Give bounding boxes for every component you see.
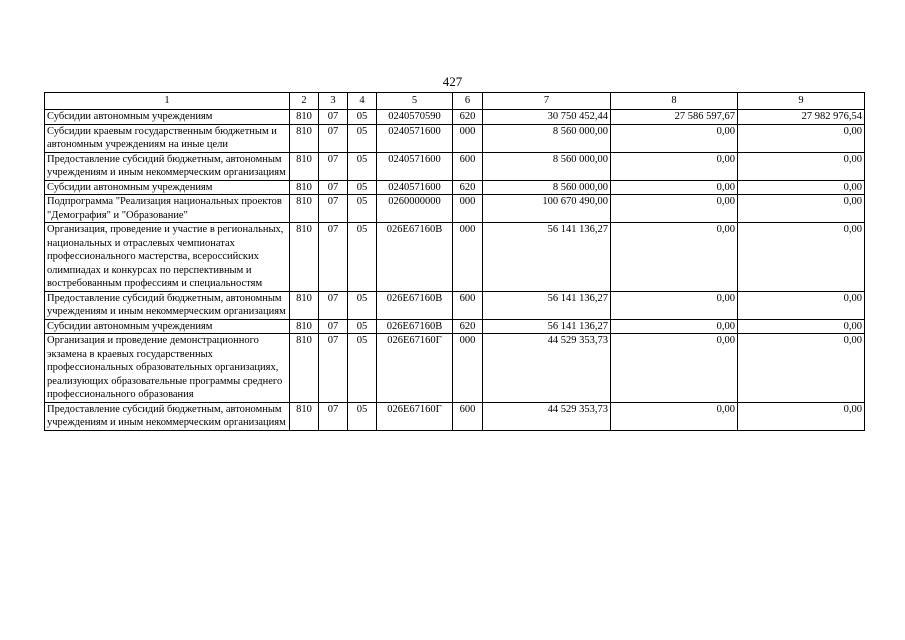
amount-year3-cell: 0,00 (738, 291, 865, 319)
amount-year3-cell: 0,00 (738, 195, 865, 223)
column-header-9: 9 (738, 93, 865, 110)
amount-year2-cell: 0,00 (611, 180, 738, 195)
amount-year3-cell: 0,00 (738, 402, 865, 430)
subsection-cell: 05 (348, 291, 377, 319)
admin-code-cell: 810 (290, 180, 319, 195)
expense-type-cell: 000 (453, 334, 483, 403)
amount-year3-cell: 27 982 976,54 (738, 110, 865, 125)
row-name-cell: Субсидии автономным учреждениям (45, 110, 290, 125)
admin-code-cell: 810 (290, 402, 319, 430)
table-row (45, 152, 865, 180)
subsection-cell: 05 (348, 195, 377, 223)
target-article-cell: 0260000000 (377, 195, 453, 223)
amount-year1-cell: 30 750 452,44 (483, 110, 611, 125)
column-header-1: 1 (45, 93, 290, 110)
amount-year2-cell: 0,00 (611, 152, 738, 180)
amount-year1-cell: 100 670 490,00 (483, 195, 611, 223)
section-cell: 07 (319, 319, 348, 334)
amount-year2-cell: 0,00 (611, 124, 738, 152)
subsection-cell: 05 (348, 402, 377, 430)
table-row (45, 319, 865, 334)
table-row (45, 180, 865, 195)
amount-year1-cell: 8 560 000,00 (483, 180, 611, 195)
subsection-cell: 05 (348, 124, 377, 152)
column-header-3: 3 (319, 93, 348, 110)
amount-year1-cell: 44 529 353,73 (483, 402, 611, 430)
row-name-cell: Предоставление субсидий бюджетным, автономным учреждениям и иным некоммерческим организациям (45, 291, 290, 319)
amount-year1-cell: 56 141 136,27 (483, 223, 611, 292)
target-article-cell: 026E67160Г (377, 334, 453, 403)
row-name-cell: Предоставление субсидий бюджетным, автономным учреждениям и иным некоммерческим организациям (45, 152, 290, 180)
page-number: 427 (442, 74, 463, 89)
row-name-cell: Субсидии краевым государственным бюджетным и автономным учреждениям на иные цели (45, 124, 290, 152)
section-cell: 07 (319, 223, 348, 292)
expense-type-cell: 000 (453, 223, 483, 292)
table-row (45, 291, 865, 319)
admin-code-cell: 810 (290, 291, 319, 319)
subsection-cell: 05 (348, 180, 377, 195)
row-name-cell: Субсидии автономным учреждениям (45, 319, 290, 334)
amount-year2-cell: 27 586 597,67 (611, 110, 738, 125)
column-header-8: 8 (611, 93, 738, 110)
table-header-row (45, 93, 865, 110)
target-article-cell: 0240571600 (377, 124, 453, 152)
amount-year3-cell: 0,00 (738, 180, 865, 195)
amount-year3-cell: 0,00 (738, 319, 865, 334)
column-header-5: 5 (377, 93, 453, 110)
amount-year1-cell: 56 141 136,27 (483, 319, 611, 334)
amount-year3-cell: 0,00 (738, 152, 865, 180)
section-cell: 07 (319, 195, 348, 223)
subsection-cell: 05 (348, 223, 377, 292)
row-name-cell: Подпрограмма "Реализация национальных проектов "Демография" и "Образование" (45, 195, 290, 223)
admin-code-cell: 810 (290, 319, 319, 334)
expense-type-cell: 000 (453, 124, 483, 152)
section-cell: 07 (319, 110, 348, 125)
admin-code-cell: 810 (290, 195, 319, 223)
admin-code-cell: 810 (290, 152, 319, 180)
target-article-cell: 0240571600 (377, 180, 453, 195)
amount-year1-cell: 8 560 000,00 (483, 152, 611, 180)
subsection-cell: 05 (348, 319, 377, 334)
amount-year3-cell: 0,00 (738, 334, 865, 403)
amount-year2-cell: 0,00 (611, 195, 738, 223)
expense-type-cell: 620 (453, 319, 483, 334)
table-row (45, 124, 865, 152)
expense-type-cell: 000 (453, 195, 483, 223)
section-cell: 07 (319, 152, 348, 180)
target-article-cell: 0240570590 (377, 110, 453, 125)
target-article-cell: 0240571600 (377, 152, 453, 180)
table-body (45, 110, 865, 431)
subsection-cell: 05 (348, 334, 377, 403)
section-cell: 07 (319, 291, 348, 319)
amount-year3-cell: 0,00 (738, 124, 865, 152)
subsection-cell: 05 (348, 110, 377, 125)
row-name-cell: Организация, проведение и участие в региональных, национальных и отраслевых чемпионатах профессионального мастерства, всероссийских олимпиадах и конкурсах по перспективным и востребованным профессиям и специальностям (45, 223, 290, 292)
expense-type-cell: 600 (453, 291, 483, 319)
section-cell: 07 (319, 124, 348, 152)
column-header-7: 7 (483, 93, 611, 110)
amount-year2-cell: 0,00 (611, 291, 738, 319)
column-header-6: 6 (453, 93, 483, 110)
amount-year2-cell: 0,00 (611, 319, 738, 334)
section-cell: 07 (319, 402, 348, 430)
table-row (45, 110, 865, 125)
amount-year1-cell: 44 529 353,73 (483, 334, 611, 403)
amount-year1-cell: 8 560 000,00 (483, 124, 611, 152)
target-article-cell: 026E67160В (377, 223, 453, 292)
section-cell: 07 (319, 334, 348, 403)
amount-year2-cell: 0,00 (611, 334, 738, 403)
table-row (45, 223, 865, 292)
row-name-cell: Организация и проведение демонстрационного экзамена в краевых государственных профессиональных образовательных организациях, реализующих образовательные программы среднего профессионального образования (45, 334, 290, 403)
column-header-4: 4 (348, 93, 377, 110)
column-header-2: 2 (290, 93, 319, 110)
expense-type-cell: 620 (453, 180, 483, 195)
admin-code-cell: 810 (290, 223, 319, 292)
row-name-cell: Субсидии автономным учреждениям (45, 180, 290, 195)
section-cell: 07 (319, 180, 348, 195)
amount-year3-cell: 0,00 (738, 223, 865, 292)
target-article-cell: 026E67160Г (377, 402, 453, 430)
admin-code-cell: 810 (290, 334, 319, 403)
table-row (45, 195, 865, 223)
table-row (45, 402, 865, 430)
row-name-cell: Предоставление субсидий бюджетным, автономным учреждениям и иным некоммерческим организациям (45, 402, 290, 430)
target-article-cell: 026E67160В (377, 291, 453, 319)
target-article-cell: 026E67160В (377, 319, 453, 334)
amount-year2-cell: 0,00 (611, 402, 738, 430)
expense-type-cell: 600 (453, 152, 483, 180)
table-row (45, 334, 865, 403)
expense-type-cell: 600 (453, 402, 483, 430)
amount-year2-cell: 0,00 (611, 223, 738, 292)
admin-code-cell: 810 (290, 124, 319, 152)
budget-table (44, 92, 865, 431)
expense-type-cell: 620 (453, 110, 483, 125)
amount-year1-cell: 56 141 136,27 (483, 291, 611, 319)
subsection-cell: 05 (348, 152, 377, 180)
admin-code-cell: 810 (290, 110, 319, 125)
